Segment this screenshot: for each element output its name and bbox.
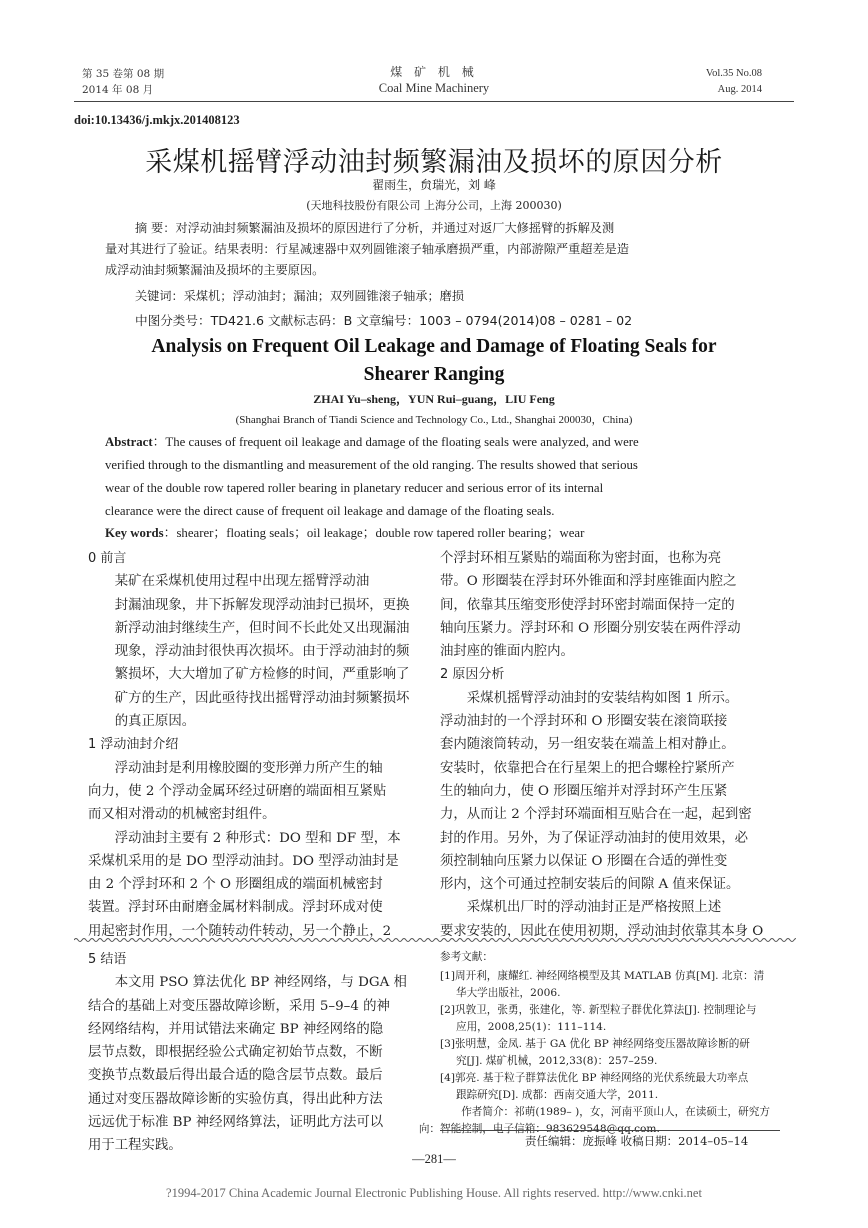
reference-2: [2]巩敦卫，张勇，张建化，等. 新型粒子群优化算法[J]. 控制理论与 应用，2008,25(1)：111–114. xyxy=(440,1004,757,1033)
lower-left-column xyxy=(88,948,410,1158)
right-para-1: 个浮封环相互紧贴的端面称为密封面，也称为亮 带。O 形圈装在浮封环外锥面和浮封座锥面内腔之 间，依靠其压缩变形使浮封环密封端面保持一定的 轴向压紧力。浮封环和 O 形圈分别安装在两件浮动 油封座的锥面内腔内。 xyxy=(440,551,741,660)
abstract-cn: 摘 要：对浮动油封频繁漏油及损坏的原因进行了分析，并通过对返厂大修摇臂的拆解及测 量对其进行了验证。结果表明：行星减速器中双列圆锥滚子轴承磨损严重，内部游隙严重超差是造 成浮动油封频繁漏油及损坏的主要原因。 xyxy=(105,221,630,277)
footer-copyright: ?1994-2017 China Academic Journal Electronic Publishing House. All rights reserved. http://www.cnki.net xyxy=(166,1186,702,1200)
header-journal: 煤 矿 机 械 Coal Mine Machinery xyxy=(378,65,490,95)
header-vol-en: Vol.35 No.08 Aug. 2014 xyxy=(705,68,762,95)
header-volume: 第 35 卷第 08 期 2014 年 08 月 xyxy=(82,68,165,96)
section-2-heading: 2 原因分析 xyxy=(440,667,505,683)
keywords-cn: 关键词：采煤机；浮动油封；漏油；双列圆锥滚子轴承；磨损 xyxy=(135,289,465,303)
section-1-para-2: 浮动油封主要有 2 种形式：DO 型和 DF 型，本 采煤机采用的是 DO 型浮动油封。DO 型浮动油封是 由 2 个浮封环和 2 个 O 形圈组成的端面机械密封 装置。浮封环由耐磨金属材料制成。浮封环成对使 用起密封作用，一个随转动件转动，另一个静止，2 xyxy=(88,830,401,939)
section-0-heading: 0 前言 xyxy=(88,551,127,566)
affiliation-en: (Shanghai Branch of Tiandi Science and Technology Co., Ltd., Shanghai 200030，China) xyxy=(235,414,633,426)
page-number: —281— xyxy=(412,1152,456,1166)
section-0-para: 某矿在采煤机使用过程中出现左摇臂浮动油 封漏油现象，井下拆解发现浮动油封已损坏，更换 新浮动油封继续生产，但时间不长此处又出现漏油 现象，浮动油封很快再次损坏。由于浮动油封的频 繁损坏，大大增加了矿方检修的时间，严重影响了 矿方的生产，因此亟待找出摇臂浮动油封频繁损坏 的真正原因。 xyxy=(114,574,410,730)
references xyxy=(418,949,780,1138)
section-1-heading: 1 浮动油封介绍 xyxy=(88,737,179,753)
editor-rule xyxy=(440,1130,780,1131)
keywords-en: Key words：shearer；floating seals；oil leakage；double row tapered roller bearing；wear xyxy=(105,526,585,540)
classification-line: 中图分类号：TD421.6 文献标志码：B 文章编号：1003 – 0794(2014)08 – 0281 – 02 xyxy=(135,313,633,328)
right-column xyxy=(440,547,780,943)
section-2-para-1: 采煤机摇臂浮动油封的安装结构如图 1 所示。 浮动油封的一个浮封环和 O 形圈安装在滚筒联接 套内随滚筒转动，另一组安装在端盖上相对静止。 安装时，依靠把合在行星架上的把合螺栓拧紧所产 生的轴向力，使 O 形圈压缩并对浮封环产生压紧 力，从而让 2 个浮封环端面相互贴合在一起，起到密 封的作用。另外，为了保证浮动油封的使用效果，必 须控制轴向压紧力以保证 O 形圈在合适的弹性变 形内，这个可通过控制安装后的间隙 A 值来保证。 xyxy=(440,690,752,893)
section-5-heading: 5 结语 xyxy=(88,952,127,967)
title-cn: 采煤机摇臂浮动油封频繁漏油及损坏的原因分析 xyxy=(145,147,723,178)
editor-line: 责任编辑：庞振峰 收稿日期：2014–05–14 xyxy=(525,1134,749,1148)
affiliation-cn: (天地科技股份有限公司 上海分公司，上海 200030) xyxy=(306,199,562,212)
author-bio: 作者简介：祁萌(1989– )，女，河南平顶山人，在读硕士，研究方 向：智能控制，电子信箱：983629548@qq.com. xyxy=(418,1106,770,1135)
authors-en: ZHAI Yu–sheng，YUN Rui–guang，LIU Feng xyxy=(313,392,555,406)
reference-1: [1]周开利，康耀红. 神经网络模型及其 MATLAB 仿真[M]. 北京：清 华大学出版社，2006. xyxy=(440,970,765,999)
doi: doi:10.13436/j.mkjx.201408123 xyxy=(74,113,240,127)
authors-cn: 翟雨生，贠瑞光，刘 峰 xyxy=(372,178,496,192)
section-5-para: 本文用 PSO 算法优化 BP 神经网络，与 DGA 相 结合的基础上对变压器故障诊断，采用 5–9–4 的神 经网络结构，并用试错法来确定 BP 神经网络的隐 层节点数，即根据经验公式确定初始节点数，不断 变换节点数最后得出最合适的隐含层节点数。最后 通过对变压器故障诊断的实验仿真，得出此种方法 远远优于标准 BP 神经网络算法，证明此方法可以 用于工程实践。 xyxy=(88,975,407,1154)
references-label: 参考文献： xyxy=(440,951,493,963)
wavy-separator xyxy=(74,937,796,943)
title-en-line2: Shearer Ranging xyxy=(363,364,505,385)
section-1-para-1: 浮动油封是利用橡胶圈的变形弹力所产生的轴 向力，使 2 个浮动金属环经过研磨的端面相互紧贴 而又相对滑动的机械密封组件。 xyxy=(88,760,387,823)
reference-4: [4]郭亮. 基于粒子群算法优化 BP 神经网络的光伏系统最大功率点 跟踪研究[D]. 成都：西南交通大学，2011. xyxy=(440,1072,749,1101)
title-en-line1: Analysis on Frequent Oil Leakage and Damage of Floating Seals for xyxy=(151,336,717,357)
section-2-para-2: 采煤机出厂时的浮动油封正是严格按照上述 要求安装的，因此在使用初期，浮动油封依靠其本身 O xyxy=(440,900,764,939)
reference-3: [3]张明慧，金凤. 基于 GA 优化 BP 神经网络变压器故障诊断的研 究[J]. 煤矿机械，2012,33(8)：257–259. xyxy=(440,1038,750,1067)
header-rule xyxy=(74,101,794,102)
left-column xyxy=(88,547,410,943)
abstract-en: Abstract：The causes of frequent oil leakage and damage of the floating seals were analyzed, and were verified through to the dismantling and measurement of the old ranging. The results showed that serious wear of the double row tapered roller bearing in planetary reducer and serious error of its internal clearance were the direct cause of frequent oil leakage and damage of the floating seals. xyxy=(105,435,639,518)
